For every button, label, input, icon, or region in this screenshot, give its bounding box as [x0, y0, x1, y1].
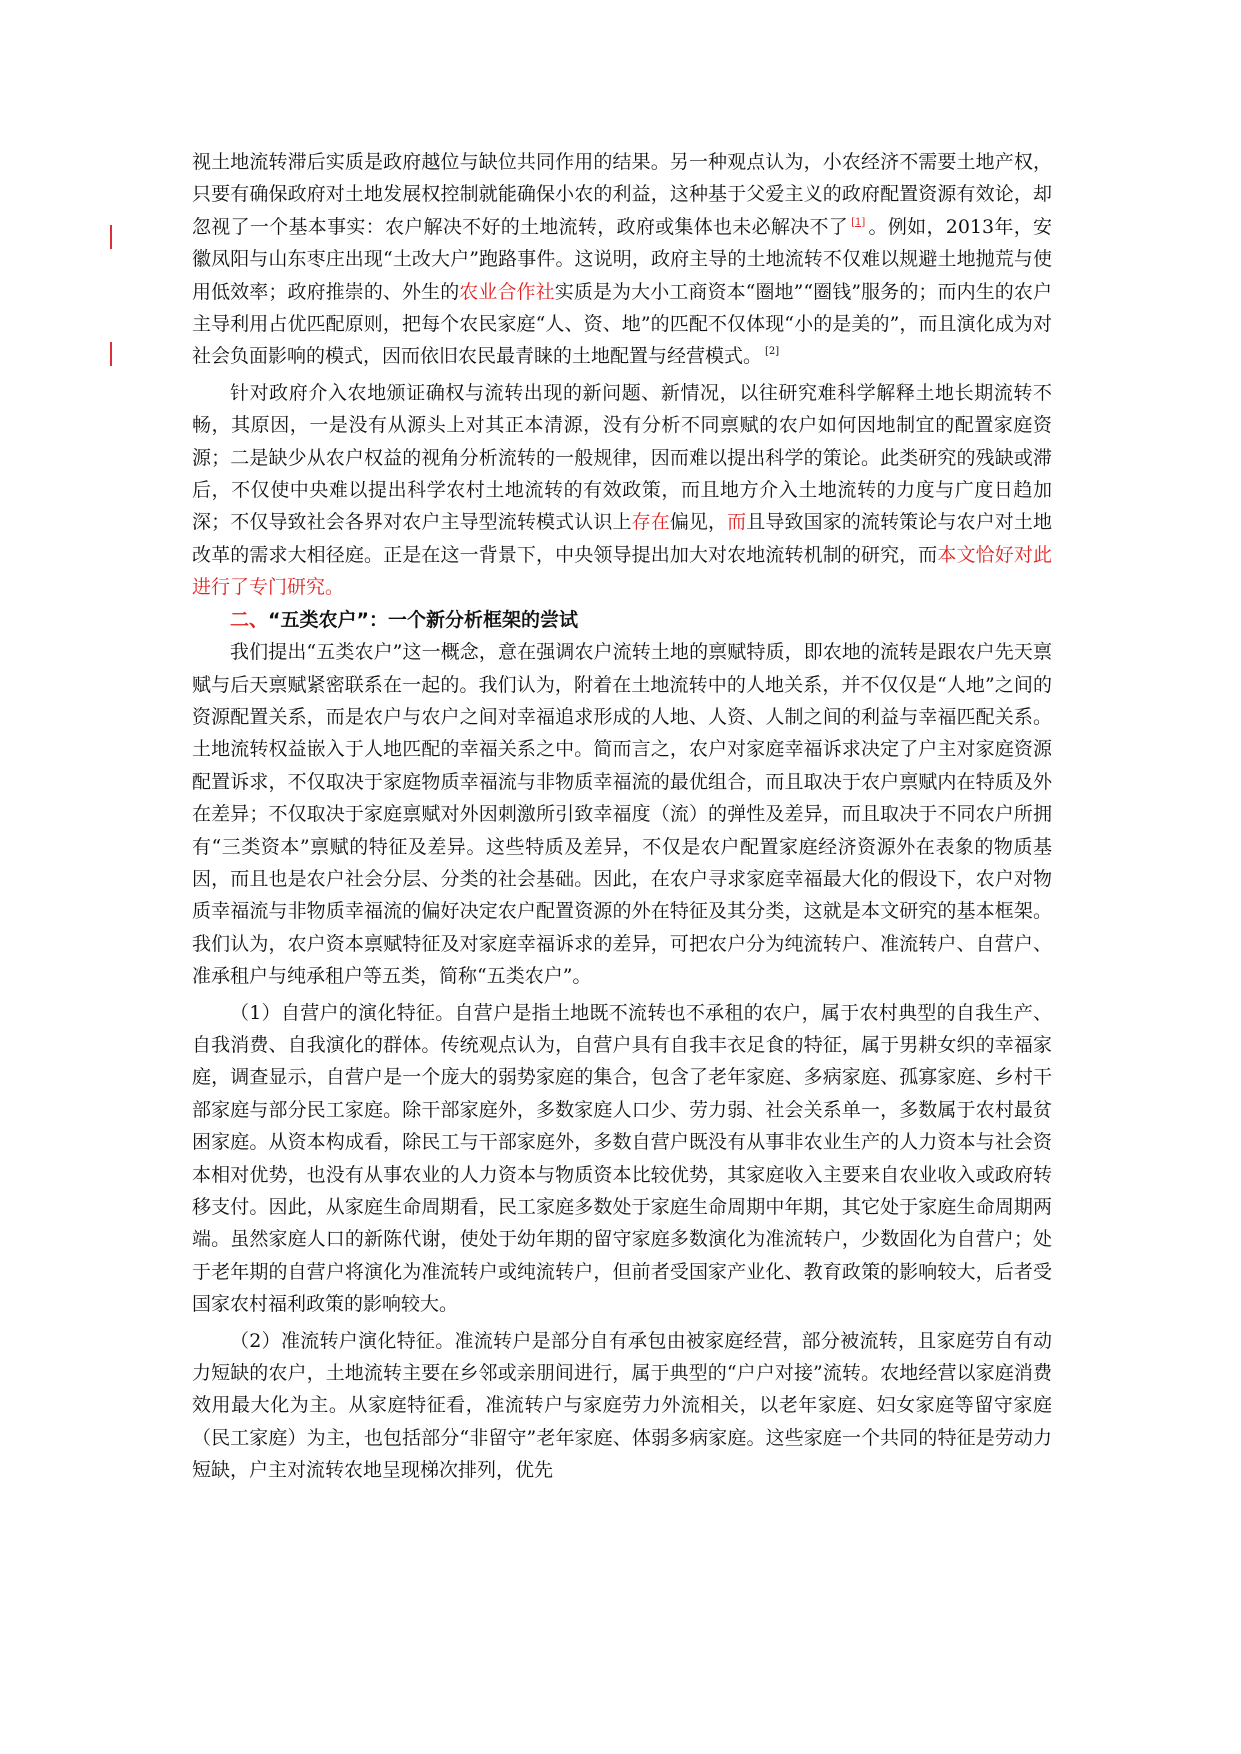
paragraph-1: 视土地流转滞后实质是政府越位与缺位共同作用的结果。另一种观点认为，小农经济不需要土地产权，只要有确保政府对土地发展权控制就能确保小农的利益，这种基于父爱主义的政府配置资源有效论，却忽视了一个基本事实：农户解决不好的土地流转，政府或集体也未必解决不了 [1] 。例如，2013年，安徽凤阳与山东枣庄出现“土改大户”跑路事件。这说明，政府主导的土地流转不仅难以规避土地抛荒与使用低效率；政府推崇的、外生的农业合作社实质是为大小工商资本“圈地”“圈钱”服务的；而内生的农户主导利用占优匹配原则，把每个农民家庭“人、资、地”的匹配不仅体现“小的是美的”，而且演化成为对社会负面影响的模式，因而依旧农民最青睐的土地配置与经营模式。 [2]: [192, 151, 1052, 368]
revision-mark-1: [110, 225, 112, 249]
highlight-er: 而: [727, 511, 747, 534]
section-number: 二、: [230, 608, 269, 631]
highlight-exist: 存在: [631, 511, 670, 534]
paragraph-4: （1）自营户的演化特征。自营户是指土地既不流转也不承租的农户，属于农村典型的自我生产、自我消费、自我演化的群体。传统观点认为，自营户具有自我丰衣足食的特征，属于男耕女织的幸福家庭，调查显示，自营户是一个庞大的弱势家庭的集合，包含了老年家庭、多病家庭、孤寡家庭、乡村干部家庭与部分民工家庭。除干部家庭外，多数家庭人口少、劳力弱、社会关系单一，多数属于农村最贫困家庭。从资本构成看，除民工与干部家庭外，多数自营户既没有从事非农业生产的人力资本与社会资本相对优势，也没有从事农业的人力资本与物质资本比较优势，其家庭收入主要来自农业收入或政府转移支付。因此，从家庭生命周期看，民工家庭多数处于家庭生命周期中年期，其它处于家庭生命周期两端。虽然家庭人口的新陈代谢，使处于幼年期的留守家庭多数演化为准流转户，少数固化为自营户；处于老年期的自营户将演化为准流转户或纯流转户，但前者受国家产业化、教育政策的影响较大，后者受国家农村福利政策的影响较大。: [192, 1001, 1052, 1316]
highlight-study: 本文恰好对此进行了专门研究。: [192, 543, 1052, 599]
citation-2[interactable]: [2]: [765, 346, 780, 358]
document-body: [192, 146, 1052, 1487]
paragraph-2: 针对政府介入农地颁证确权与流转出现的新问题、新情况，以往研究难科学解释土地长期流转不畅，其原因，一是没有从源头上对其正本清源，没有分析不同禀赋的农户如何因地制宜的配置家庭资源；二是缺少从农户权益的视角分析流转的一般规律，因而难以提出科学的策论。此类研究的残缺或滞后，不仅使中央难以提出科学农村土地流转的有效政策，而且地方介入土地流转的力度与广度日趋加深；不仅导致社会各界对农户主导型流转模式认识上存在偏见，而且导致国家的流转策论与农户对土地改革的需求大相径庭。正是在这一背景下，中央领导提出加大对农地流转机制的研究，而本文恰好对此进行了专门研究。: [192, 381, 1052, 599]
highlight-cooperative: 农业合作社: [459, 280, 555, 303]
section-heading: [192, 604, 1052, 636]
paragraph-3: 我们提出“五类农户”这一概念，意在强调农户流转土地的禀赋特质，即农地的流转是跟农户先天禀赋与后天禀赋紧密联系在一起的。我们认为，附着在土地流转中的人地关系，并不仅仅是“人地”之间的资源配置关系，而是农户与农户之间对幸福追求形成的人地、人资、人制之间的利益与幸福匹配关系。土地流转权益嵌入于人地匹配的幸福关系之中。简而言之，农户对家庭幸福诉求决定了户主对家庭资源配置诉求，不仅取决于家庭物质幸福流与非物质幸福流的最优组合，而且取决于农户禀赋内在特质及外在差异；不仅取决于家庭禀赋对外因刺激所引致幸福度（流）的弹性及差异，而且取决于不同农户所拥有“三类资本”禀赋的特征及差异。这些特质及差异，不仅是农户配置家庭经济资源外在表象的物质基因，而且也是农户社会分层、分类的社会基础。因此，在农户寻求家庭幸福最大化的假设下，农户对物质幸福流与非物质幸福流的偏好决定农户配置资源的外在特征及其分类，这就是本文研究的基本框架。我们认为，农户资本禀赋特征及对家庭幸福诉求的差异，可把农户分为纯流转户、准流转户、自营户、准承租户与纯承租户等五类，简称“五类农户”。: [192, 641, 1052, 988]
citation-1[interactable]: [1]: [851, 216, 866, 228]
paragraph-5: （2）准流转户演化特征。准流转户是部分自有承包由被家庭经营，部分被流转，且家庭劳自有动力短缺的农户，土地流转主要在乡邻或亲朋间进行，属于典型的“户户对接”流转。农地经营以家庭消费效用最大化为主。从家庭特征看，准流转户与家庭劳力外流相关，以老年家庭、妇女家庭等留守家庭（民工家庭）为主，也包括部分“非留守”老年家庭、体弱多病家庭。这些家庭一个共同的特征是劳动力短缺，户主对流转农地呈现梯次排列，优先: [192, 1329, 1052, 1482]
revision-mark-2: [110, 342, 112, 366]
section-title: “五类农户”：一个新分析框架的尝试: [268, 608, 578, 631]
